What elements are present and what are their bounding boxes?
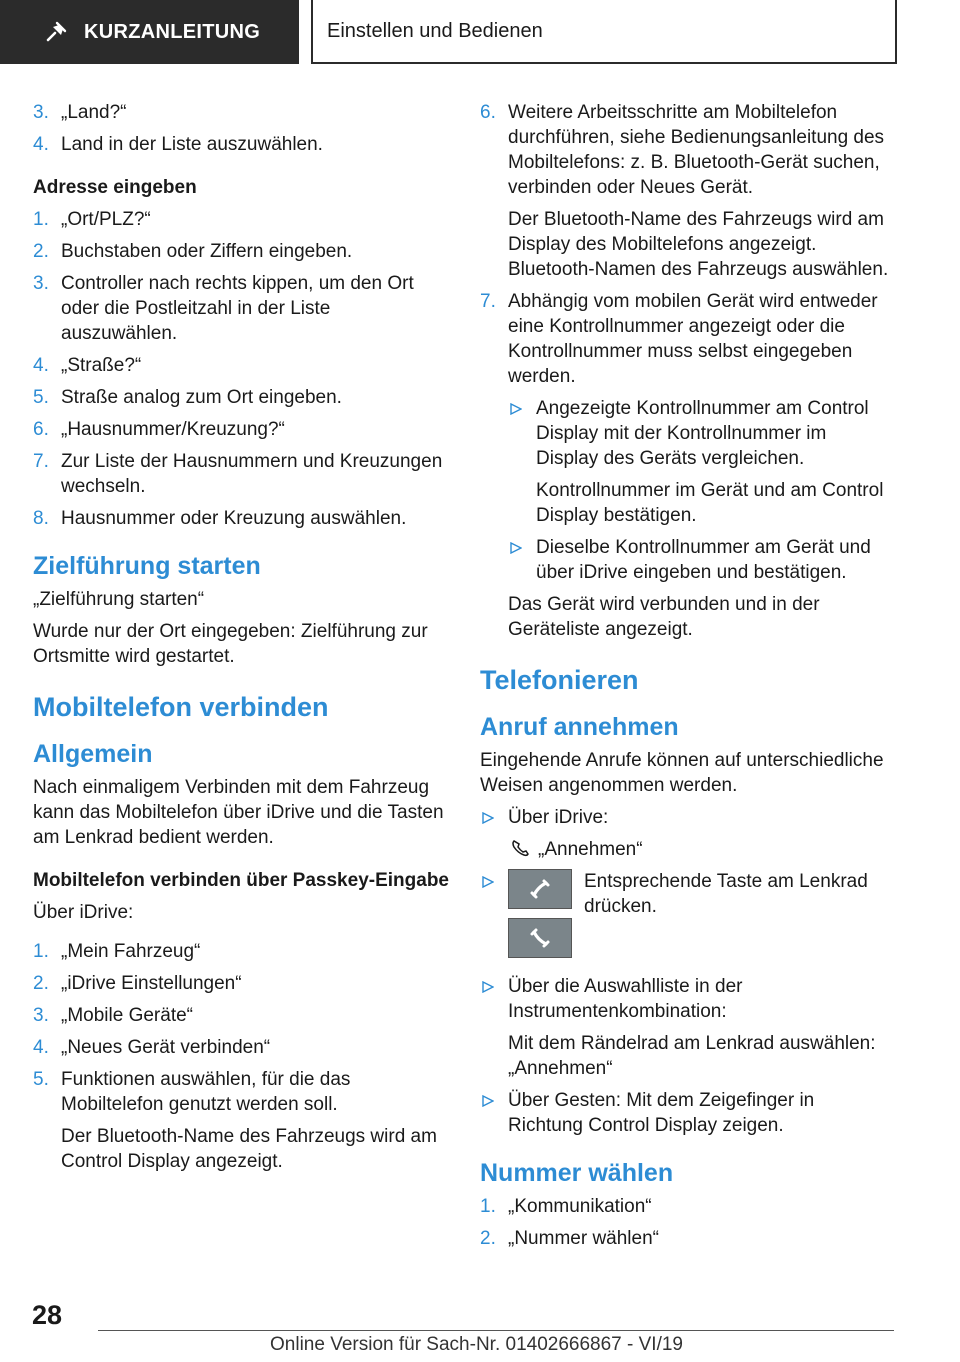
triangle-bullet-icon bbox=[482, 1095, 494, 1107]
item-text: „iDrive Einstellungen“ bbox=[61, 973, 242, 994]
item-number: 7. bbox=[33, 451, 49, 472]
bullet-text: Über Gesten: Mit dem Zeigefinger in Richtung Control Display zeigen. bbox=[508, 1090, 815, 1136]
item-number: 6. bbox=[33, 419, 49, 440]
guidance-text: Wurde nur der Ort eingegeben: Zielführung zur Ortsmitte wird gestartet. bbox=[33, 621, 428, 667]
item-number: 1. bbox=[33, 209, 49, 230]
item-text: Funktionen auswählen, für die das Mobiltelefon genutzt werden soll. bbox=[61, 1069, 351, 1115]
item-text: Buchstaben oder Ziffern eingeben. bbox=[61, 241, 353, 262]
list-item bbox=[33, 1003, 451, 1028]
bullet-text: Angezeigte Kontrollnummer am Control Display mit der Kontrollnummer im Display des Geräts vergleichen. bbox=[536, 398, 869, 469]
item-subtext: Der Bluetooth-Name des Fahrzeugs wird am Display des Mobiltelefons angezeigt. Bluetooth-Namen des Fahrzeugs auswählen. bbox=[508, 209, 889, 280]
bullet-text: Entsprechende Taste am Lenkrad drücken. bbox=[584, 871, 868, 917]
list-item bbox=[33, 207, 451, 232]
item-text: Weitere Arbeitsschritte am Mobiltelefon durchführen, siehe Bedienungsanleitung des Mobiltelefons: z. B. Bluetooth-Gerät suchen, verbinden oder Neues Gerät. bbox=[508, 102, 885, 198]
item-number: 4. bbox=[33, 1037, 49, 1058]
triangle-bullet-icon bbox=[510, 542, 522, 554]
address-heading: Adresse eingeben bbox=[33, 177, 197, 198]
bullet-subtext: „Annehmen“ bbox=[538, 839, 643, 860]
triangle-bullet-icon bbox=[482, 981, 494, 993]
list-item bbox=[33, 1067, 451, 1174]
item-text: Hausnummer oder Kreuzung auswählen. bbox=[61, 508, 407, 529]
item-text: Abhängig vom mobilen Gerät wird entweder eine Kontrollnummer angezeigt oder die Kontrollnummer muss selbst eingegeben werden. bbox=[508, 291, 878, 387]
hangup-key[interactable] bbox=[508, 918, 572, 958]
passkey-heading: Mobiltelefon verbinden über Passkey-Eingabe bbox=[33, 870, 449, 891]
list-item bbox=[480, 1226, 892, 1251]
steering-keys bbox=[508, 869, 574, 967]
via-idrive-text: Über iDrive: bbox=[33, 902, 134, 923]
item-number: 7. bbox=[480, 291, 496, 312]
general-heading: Allgemein bbox=[33, 740, 153, 768]
pin-icon bbox=[44, 20, 68, 44]
list-item bbox=[33, 132, 451, 157]
item-number: 3. bbox=[33, 102, 49, 123]
list-item bbox=[33, 417, 451, 442]
item-number: 4. bbox=[33, 355, 49, 376]
page-header bbox=[0, 0, 960, 66]
item-subtext: Der Bluetooth-Name des Fahrzeugs wird am Control Display angezeigt. bbox=[61, 1126, 437, 1172]
phone-pickup-icon bbox=[529, 878, 551, 900]
item-number: 2. bbox=[33, 241, 49, 262]
list-item bbox=[33, 100, 451, 125]
item-number: 2. bbox=[33, 973, 49, 994]
answer-key[interactable] bbox=[508, 869, 572, 909]
item-text: „Nummer wählen“ bbox=[508, 1228, 659, 1249]
page-number: 28 bbox=[32, 1300, 63, 1330]
quick-guide-tab[interactable] bbox=[0, 0, 299, 64]
item-text: „Kommunikation“ bbox=[508, 1196, 652, 1217]
item-text: „Straße?“ bbox=[61, 355, 142, 376]
section-tab-label: Einstellen und Bedienen bbox=[327, 19, 543, 42]
item-number: 1. bbox=[480, 1196, 496, 1217]
bullet-text: Über iDrive: bbox=[508, 807, 609, 828]
bullet-item bbox=[508, 535, 892, 585]
list-item bbox=[480, 100, 892, 282]
phone-hangup-icon bbox=[529, 927, 551, 949]
section-tab[interactable] bbox=[311, 0, 897, 64]
bullet-text: Dieselbe Kontrollnummer am Gerät und über iDrive eingeben und bestätigen. bbox=[536, 537, 871, 583]
guidance-quote: „Zielführung starten“ bbox=[33, 589, 205, 610]
list-item bbox=[33, 385, 451, 410]
dial-heading: Nummer wählen bbox=[480, 1159, 674, 1187]
item-text: „Land?“ bbox=[61, 102, 127, 123]
list-item bbox=[33, 449, 451, 499]
item-number: 5. bbox=[33, 387, 49, 408]
item-number: 5. bbox=[33, 1069, 49, 1090]
bullet-item bbox=[480, 805, 892, 862]
item-text: „Mobile Geräte“ bbox=[61, 1005, 193, 1026]
online-version-text: Online Version für Sach-Nr. 01402666867 - VI/19 bbox=[270, 1334, 683, 1355]
bullet-subtext-row bbox=[508, 837, 892, 862]
item-number: 1. bbox=[33, 941, 49, 962]
item-number: 2. bbox=[480, 1228, 496, 1249]
answer-heading: Anruf annehmen bbox=[480, 713, 679, 741]
item-text: Controller nach rechts kippen, um den Ort oder die Postleitzahl in der Liste auszuwählen. bbox=[61, 273, 414, 344]
steering-key-row bbox=[508, 869, 892, 967]
phone-heading: Telefonieren bbox=[480, 665, 639, 695]
item-text: Land in der Liste auszuwählen. bbox=[61, 134, 323, 155]
item-number: 3. bbox=[33, 273, 49, 294]
item-number: 3. bbox=[33, 1005, 49, 1026]
bullet-item bbox=[508, 396, 892, 528]
list-item bbox=[33, 353, 451, 378]
list-item bbox=[33, 1035, 451, 1060]
guidance-heading: Zielführung starten bbox=[33, 552, 261, 580]
bullet-subtext: Kontrollnummer im Gerät und am Control Display bestätigen. bbox=[536, 480, 884, 526]
bullet-item bbox=[480, 974, 892, 1081]
bullet-text: Über die Auswahlliste in der Instrumentenkombination: bbox=[508, 976, 743, 1022]
triangle-bullet-icon bbox=[482, 812, 494, 824]
quick-guide-label: KURZANLEITUNG bbox=[84, 20, 261, 43]
bullet-item bbox=[480, 869, 892, 967]
item-text: „Hausnummer/Kreuzung?“ bbox=[61, 419, 285, 440]
mobile-heading: Mobiltelefon verbinden bbox=[33, 692, 329, 722]
general-text: Nach einmaligem Verbinden mit dem Fahrzeug kann das Mobiltelefon über iDrive und die Tasten am Lenkrad bedient werden. bbox=[33, 777, 444, 848]
triangle-bullet-icon bbox=[482, 876, 494, 888]
right-column bbox=[480, 100, 892, 1258]
answer-text: Eingehende Anrufe können auf unterschiedliche Weisen angenommen werden. bbox=[480, 750, 884, 796]
list-item bbox=[33, 939, 451, 964]
item-number: 4. bbox=[33, 134, 49, 155]
bullet-subtext: Mit dem Rändelrad am Lenkrad auswählen: „Annehmen“ bbox=[508, 1033, 876, 1079]
list-item bbox=[480, 1194, 892, 1219]
item-subtext: Das Gerät wird verbunden und in der Geräteliste angezeigt. bbox=[508, 594, 820, 640]
list-item bbox=[33, 239, 451, 264]
list-item bbox=[480, 289, 892, 642]
phone-icon bbox=[510, 838, 532, 858]
item-text: „Neues Gerät verbinden“ bbox=[61, 1037, 271, 1058]
item-number: 6. bbox=[480, 102, 496, 123]
list-item bbox=[33, 271, 451, 346]
item-text: „Mein Fahrzeug“ bbox=[61, 941, 201, 962]
item-text: Straße analog zum Ort eingeben. bbox=[61, 387, 342, 408]
bullet-item bbox=[480, 1088, 892, 1138]
list-item bbox=[33, 971, 451, 996]
left-column bbox=[33, 100, 451, 1181]
triangle-bullet-icon bbox=[510, 403, 522, 415]
list-item bbox=[33, 506, 451, 531]
item-text: „Ort/PLZ?“ bbox=[61, 209, 151, 230]
item-text: Zur Liste der Hausnummern und Kreuzungen wechseln. bbox=[61, 451, 443, 497]
item-number: 8. bbox=[33, 508, 49, 529]
footer-divider bbox=[98, 1330, 894, 1331]
